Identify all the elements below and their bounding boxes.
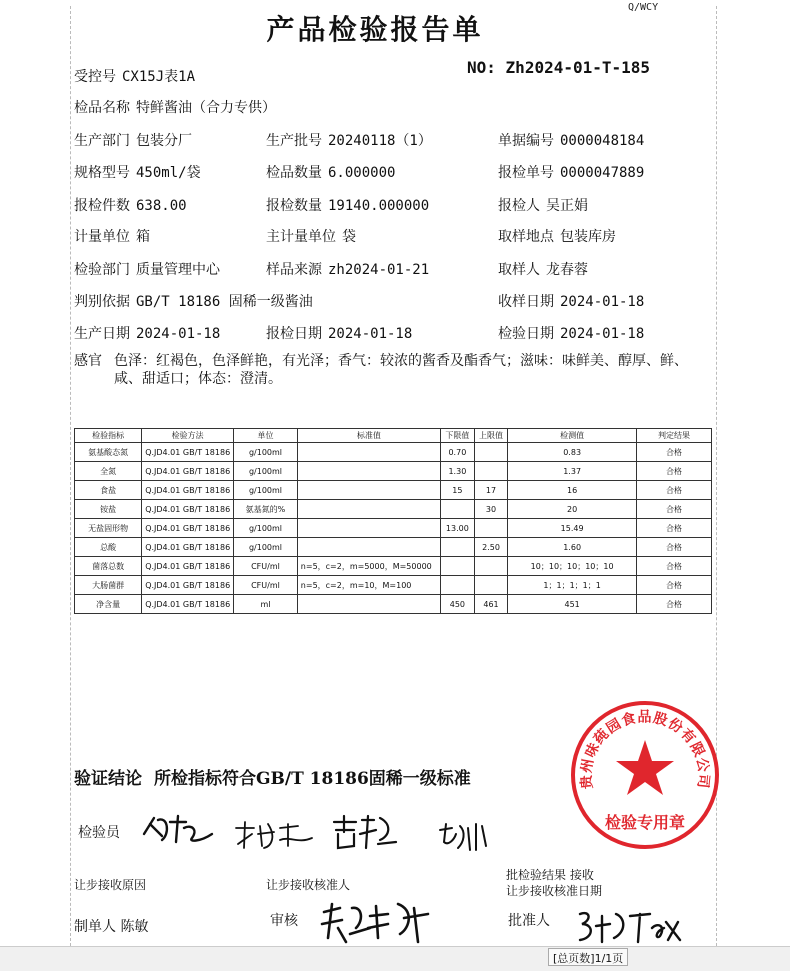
seal-star-icon — [616, 740, 674, 795]
table-header: 标准值 — [297, 429, 440, 443]
signature-inspector-4 — [436, 820, 496, 854]
field-unit: 计量单位 箱 — [74, 229, 150, 245]
product-name-label: 检品名称 — [74, 100, 130, 116]
sensory-label: 感官 — [74, 353, 102, 369]
field-package-count: 报检件数 638.00 — [74, 198, 187, 214]
results-table — [74, 428, 712, 614]
control-number — [74, 66, 195, 86]
table-header-row — [75, 429, 712, 443]
product-name — [74, 97, 276, 117]
field-receive-date: 收样日期 2024-01-18 — [498, 294, 645, 310]
page-counter[interactable]: [总页数]1/1页 — [548, 948, 628, 966]
review-label: 审核 — [270, 913, 298, 929]
field-criteria: 判别依据 GB/T 18186 固稀一级酱油 — [74, 294, 313, 310]
table-row: 氨基酸态氮 Q.JD4.01 GB/T 18186 g/100ml 0.70 0.83 合格 — [75, 443, 712, 462]
table-row: 净含量 Q.JD4.01 GB/T 18186 ml 450 461 451 合格 — [75, 595, 712, 614]
conclusion-label: 验证结论 — [74, 769, 142, 789]
table-header: 单位 — [234, 429, 298, 443]
table-row: 食盐 Q.JD4.01 GB/T 18186 g/100ml 15 17 16 合格 — [75, 481, 712, 500]
report-number-value: Zh2024-01-T-185 — [505, 58, 651, 77]
field-spec: 规格型号 450ml/袋 — [74, 165, 201, 181]
conclusion-text: 所检指标符合GB/T 18186固稀一级标准 — [154, 769, 471, 789]
table-header: 上限值 — [474, 429, 508, 443]
report-number-label: NO: — [467, 58, 496, 77]
page-title: 产品检验报告单 — [266, 13, 484, 46]
signature-inspector-3 — [330, 814, 400, 852]
batch-result: 批检验结果 接收 — [506, 868, 594, 882]
control-number-value: CX15J表1A — [122, 69, 196, 85]
prepared-by-value: 陈敏 — [120, 919, 149, 935]
concession-reason-label: 让步接收原因 — [74, 878, 147, 892]
field-main-unit: 主计量单位 袋 — [266, 229, 356, 245]
field-batch-no: 生产批号 20240118（1） — [266, 133, 432, 149]
field-inspection-dept: 检验部门 质量管理中心 — [74, 262, 220, 278]
sensory-text: 色泽：红褐色，色泽鲜艳，有光泽；香气：较浓的酱香及酯香气；滋味：味鲜美、醇厚、鲜、咸、甜适口；体态：澄清。 — [114, 353, 688, 387]
field-document-no: 单据编号 0000048184 — [498, 133, 645, 149]
table-row: 大肠菌群 Q.JD4.01 GB/T 18186 CFU/ml n=5，c=2，m=10，M=100 1；1；1；1；1 合格 — [75, 576, 712, 595]
status-bar — [0, 946, 790, 971]
document-code: Q/WCY — [628, 2, 659, 13]
seal-center-text: 检验专用章 — [604, 813, 686, 832]
report-number — [467, 58, 650, 77]
conclusion — [74, 764, 471, 789]
table-header: 检验方法 — [142, 429, 234, 443]
field-production-date: 生产日期 2024-01-18 — [74, 326, 221, 342]
field-inspection-date: 检验日期 2024-01-18 — [498, 326, 645, 342]
table-header: 下限值 — [441, 429, 475, 443]
field-request-date: 报检日期 2024-01-18 — [266, 326, 413, 342]
company-seal — [570, 700, 720, 850]
field-request-qty: 报检数量 19140.000000 — [266, 198, 430, 214]
concession-date-label: 让步接收核准日期 — [506, 884, 603, 898]
field-requester: 报检人 吴正娟 — [498, 198, 588, 214]
signature-approver — [574, 906, 684, 946]
prepared-by-label: 制单人 — [74, 919, 116, 935]
seal-ring-text: 贵州味莼园食品股份有限公司 — [578, 709, 712, 790]
signature-reviewer — [318, 898, 438, 946]
sensory-description — [74, 352, 714, 388]
table-row: 菌落总数 Q.JD4.01 GB/T 18186 CFU/ml n=5，c=2，m=5000，M=50000 10；10；10；10；10 合格 — [75, 557, 712, 576]
approver-label: 批准人 — [508, 913, 550, 929]
table-header: 判定结果 — [636, 429, 711, 443]
field-sample-qty: 检品数量 6.000000 — [266, 165, 396, 181]
inspectors-label: 检验员 — [78, 825, 120, 841]
control-number-label: 受控号 — [74, 69, 116, 85]
table-header: 检验指标 — [75, 429, 142, 443]
table-row: 铵盐 Q.JD4.01 GB/T 18186 氨基氮的% 30 20 合格 — [75, 500, 712, 519]
table-row: 无盐固形物 Q.JD4.01 GB/T 18186 g/100ml 13.00 15.49 合格 — [75, 519, 712, 538]
field-request-no: 报检单号 0000047889 — [498, 165, 645, 181]
page-border-left — [70, 6, 71, 946]
field-sample-source: 样品来源 zh2024-01-21 — [266, 262, 430, 278]
table-row: 全氮 Q.JD4.01 GB/T 18186 g/100ml 1.30 1.37 合格 — [75, 462, 712, 481]
prepared-by — [74, 916, 148, 936]
product-name-value: 特鲜酱油（合力专供） — [136, 100, 276, 116]
concession-acceptor-label: 让步接收核准人 — [266, 878, 351, 892]
table-row: 总酸 Q.JD4.01 GB/T 18186 g/100ml 2.50 1.60 合格 — [75, 538, 712, 557]
signature-inspector-2 — [232, 818, 316, 852]
field-production-dept: 生产部门 包装分厂 — [74, 133, 192, 149]
field-sampling-place: 取样地点 包装库房 — [498, 229, 616, 245]
table-header: 检测值 — [508, 429, 637, 443]
signature-inspector-1 — [140, 812, 220, 848]
field-sampler: 取样人 龙春蓉 — [498, 262, 588, 278]
